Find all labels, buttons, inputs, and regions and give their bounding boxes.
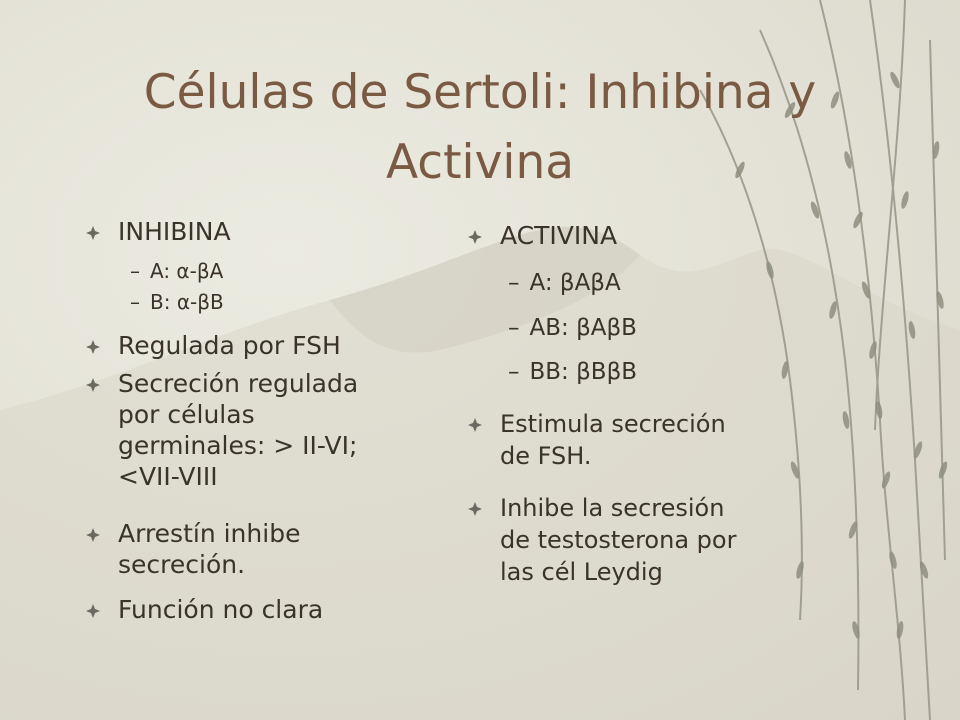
item-text-line: de FSH. [500,442,592,470]
item-text-line: las cél Leydig [500,558,663,586]
dash-marker: – [508,359,520,385]
fleur-diamond-bullet-icon [468,502,482,516]
fleur-diamond-bullet-icon [468,230,482,244]
item-text: ACTIVINA [500,221,618,250]
item-text-line: secreción. [118,550,246,579]
item-text: INHIBINA [118,217,231,246]
item-text-line: de testosterona por [500,526,737,554]
item-text-line: Arrestín inhibe [118,519,301,548]
sub-item-text: A: α-βA [150,259,224,283]
sub-item-text: AB: βAβB [529,315,637,341]
fleur-diamond-bullet-icon [468,418,482,432]
item-text-line: <VII-VIII [118,462,218,491]
list-item-inhibe [500,492,736,588]
sub-item-activina-ab [508,313,637,343]
list-item-estimula [500,408,726,472]
item-text-line: Secreción regulada [118,369,359,398]
list-item-activina [500,220,617,251]
dash-marker: – [130,259,140,283]
item-text-line: germinales: > II-VI; [118,431,358,460]
sub-item-text: B: α-βB [150,290,224,314]
item-text-line: Estimula secreción [500,410,726,438]
sub-item-activina-a [508,268,621,298]
slide-title-line-2: Activina [385,135,575,190]
item-text: Función no clara [118,595,324,624]
dash-marker: – [508,315,520,341]
dash-marker: – [508,270,520,296]
sub-item-activina-bb [508,357,637,387]
item-text: Regulada por FSH [118,331,341,360]
sub-item-text: BB: βBβB [529,359,638,385]
item-text-line: Inhibe la secresión [500,494,725,522]
dash-marker: – [130,290,140,314]
slide-title-line-1: Células de Sertoli: Inhibina y [143,65,817,120]
sub-item-text: A: βAβA [529,270,621,296]
item-text-line: por células [118,400,255,429]
